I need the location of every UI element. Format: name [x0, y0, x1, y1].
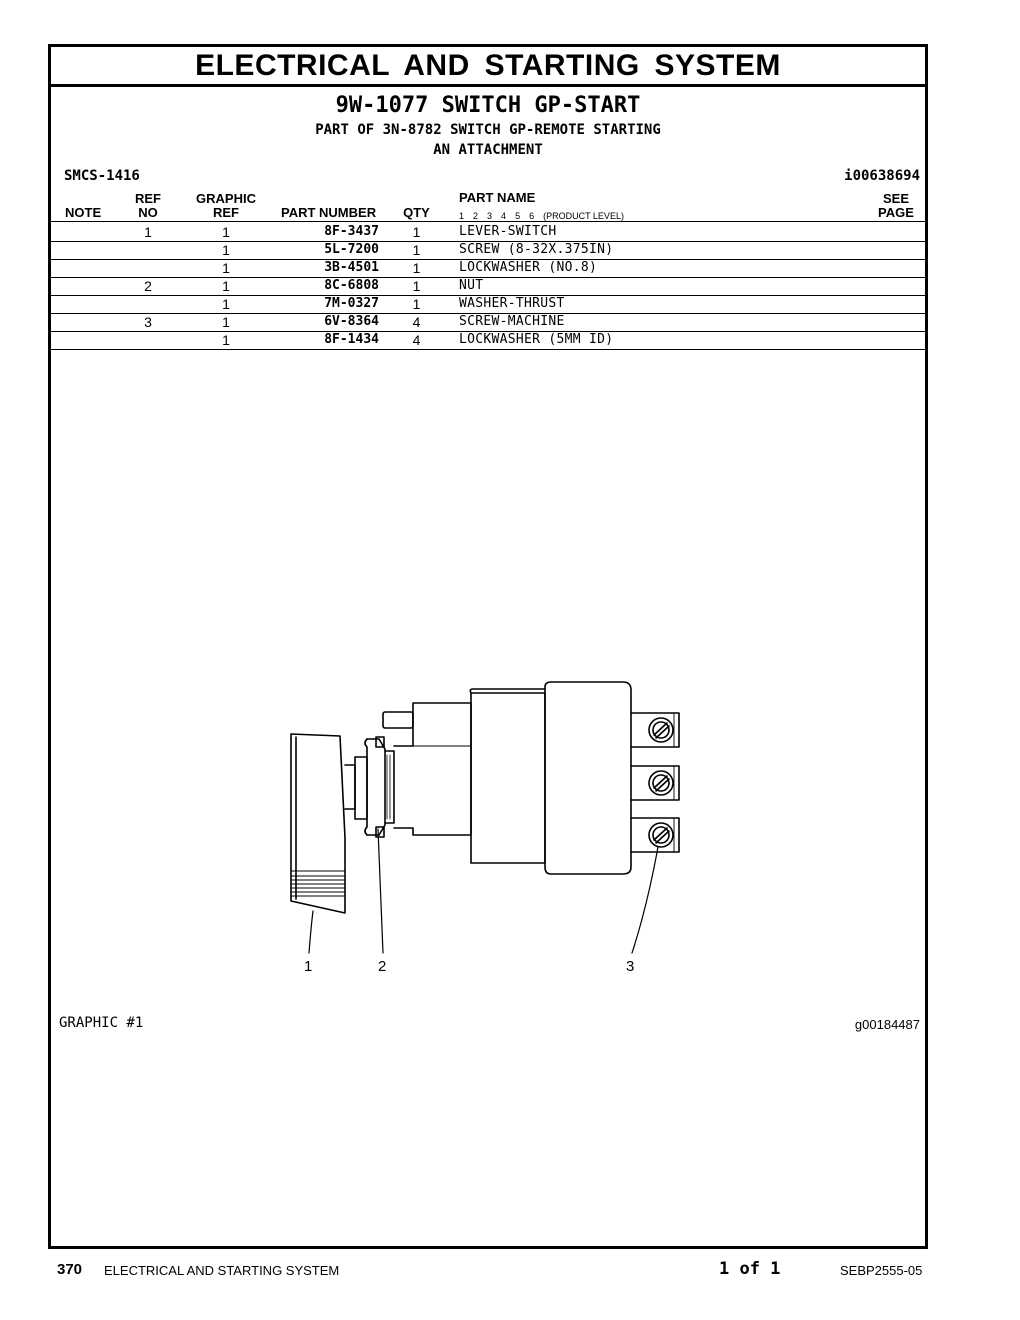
cell-qty: 1	[412, 242, 421, 258]
group-title: 9W-1077 SWITCH GP-START	[335, 93, 641, 118]
cell-part-number: 6V-8364	[324, 314, 379, 329]
document-identifier: i00638694	[844, 168, 920, 184]
cell-part-name: LEVER-SWITCH	[459, 224, 557, 239]
product-level-6: 6	[529, 211, 535, 221]
header-ref-no-bottom: NO	[138, 205, 158, 220]
product-level-5: 5	[515, 211, 521, 221]
product-level-2: 2	[473, 211, 479, 221]
cell-part-name: NUT	[459, 278, 484, 293]
nut-drawing	[355, 737, 394, 837]
cell-part-number: 8F-3437	[324, 224, 379, 239]
page-footer	[0, 1258, 1020, 1288]
part-of-line-2: AN ATTACHMENT	[433, 142, 543, 158]
cell-graphic-ref: 1	[222, 242, 230, 258]
cell-ref-no: 2	[144, 278, 152, 294]
cell-part-name: WASHER-THRUST	[459, 296, 565, 311]
header-qty: QTY	[403, 205, 430, 220]
document-id: SEBP2555-05	[840, 1263, 923, 1278]
cell-graphic-ref: 1	[222, 278, 230, 294]
graphic-id: g00184487	[854, 1017, 920, 1032]
cell-graphic-ref: 1	[222, 314, 230, 330]
switch-assembly-drawing	[51, 47, 925, 1246]
page-title: ELECTRICAL AND STARTING SYSTEM	[195, 49, 781, 82]
cell-ref-no: 3	[144, 314, 152, 330]
callout-leaders	[309, 829, 658, 953]
product-level-1: 1	[459, 211, 465, 221]
cell-part-number: 5L-7200	[324, 242, 379, 257]
cell-part-name: LOCKWASHER (5MM ID)	[459, 332, 614, 347]
header-part-number: PART NUMBER	[281, 205, 377, 220]
part-of-line-1: PART OF 3N-8782 SWITCH GP-REMOTE STARTING	[315, 122, 661, 138]
cell-qty: 4	[412, 332, 421, 348]
callout-2: 2	[378, 958, 387, 975]
cell-qty: 1	[412, 296, 421, 312]
product-level-4: 4	[501, 211, 507, 221]
header-graphic-ref-top: GRAPHIC	[196, 191, 256, 206]
cell-graphic-ref: 1	[222, 296, 230, 312]
product-level-3: 3	[487, 211, 493, 221]
header-note: NOTE	[65, 205, 102, 220]
callout-labels	[304, 958, 634, 975]
callout-3: 3	[626, 958, 635, 975]
cell-qty: 4	[412, 314, 421, 330]
cell-graphic-ref: 1	[222, 224, 230, 240]
switch-body-drawing	[470, 682, 631, 874]
page-of-indicator: 1 of 1	[719, 1259, 781, 1279]
header-ref-no-top: REF	[135, 191, 161, 206]
callout-1: 1	[304, 958, 313, 975]
cell-qty: 1	[412, 260, 421, 276]
cell-graphic-ref: 1	[222, 260, 230, 276]
cell-part-name: SCREW (8-32X.375IN)	[459, 242, 614, 257]
cell-part-number: 8C-6808	[324, 278, 379, 293]
header-see-page-bottom: PAGE	[878, 205, 914, 220]
lever-switch-drawing	[291, 734, 355, 913]
product-level-label: (PRODUCT LEVEL)	[543, 211, 624, 221]
cell-graphic-ref: 1	[222, 332, 230, 348]
cell-part-number: 8F-1434	[324, 332, 379, 347]
cell-part-number: 7M-0327	[324, 296, 379, 311]
cell-qty: 1	[412, 278, 421, 294]
page-number: 370	[57, 1261, 83, 1278]
page-frame	[48, 44, 928, 1249]
cell-part-name: LOCKWASHER (NO.8)	[459, 260, 598, 275]
graphic-label: GRAPHIC #1	[59, 1015, 144, 1031]
header-part-name: PART NAME	[459, 190, 536, 205]
cell-qty: 1	[412, 224, 421, 240]
header-see-page-top: SEE	[882, 191, 909, 206]
footer-section-title: ELECTRICAL AND STARTING SYSTEM	[104, 1263, 340, 1278]
terminals-drawing	[631, 713, 679, 852]
cell-part-name: SCREW-MACHINE	[459, 314, 565, 329]
switch-neck-drawing	[383, 703, 471, 835]
smcs-code: SMCS-1416	[64, 168, 140, 184]
header-graphic-ref-bottom: REF	[213, 205, 239, 220]
cell-ref-no: 1	[144, 224, 152, 240]
cell-part-number: 3B-4501	[324, 260, 379, 275]
